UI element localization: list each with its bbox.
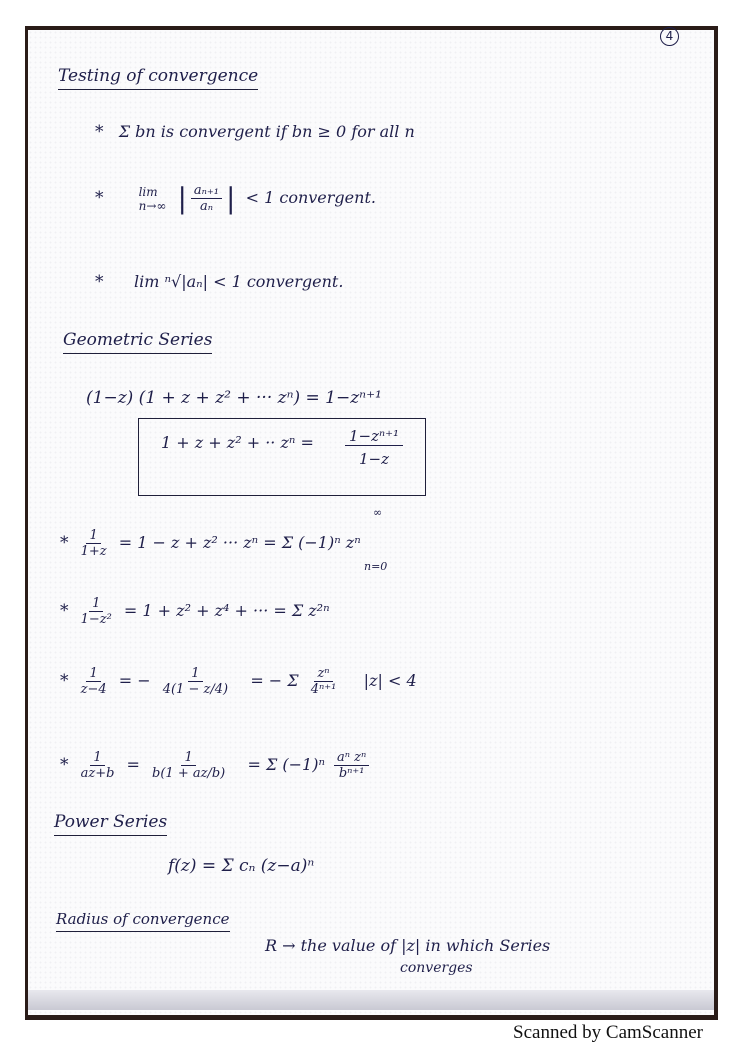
- boxed-den: 1−z: [359, 450, 390, 468]
- radius-definition-line1: R → the value of |z| in which Series: [265, 936, 551, 955]
- equals: =: [126, 755, 140, 774]
- geometric-identity: (1−z) (1 + z + z² + ··· zⁿ) = 1−zⁿ⁺¹: [86, 388, 382, 408]
- ratio-fraction: [191, 183, 222, 214]
- heading-testing-of-convergence: Testing of convergence: [58, 66, 258, 90]
- boxed-num: 1−zⁿ⁺¹: [345, 427, 403, 446]
- fraction-den: 4(1 − z/4): [162, 682, 229, 697]
- root-test-text: lim ⁿ√|aₙ| < 1 convergent.: [134, 272, 344, 291]
- fraction: [78, 666, 110, 697]
- equals: = −: [118, 671, 151, 690]
- page-edge: [28, 990, 714, 1010]
- fraction-den: b(1 + az/b): [152, 766, 226, 781]
- bullet-asterisk: *: [95, 122, 104, 142]
- fraction-den: 1+z: [80, 544, 107, 559]
- ratio-test-line: * lim n→∞ | $\frac{\text{aₙ₊₁}}{\text{aₙ}}$ | < 1 convergent.: [95, 182, 376, 215]
- fraction-num: 1: [89, 596, 103, 612]
- fraction-den: bⁿ⁺¹: [338, 766, 365, 781]
- page-number: 4: [660, 27, 679, 46]
- fraction-num: aⁿ zⁿ: [334, 750, 369, 766]
- fraction-den: 4ⁿ⁺¹: [310, 682, 337, 697]
- lim-text: lim: [138, 184, 158, 199]
- lim-sub: n→∞: [138, 198, 167, 213]
- fraction: [334, 750, 369, 781]
- fraction: [78, 596, 115, 627]
- root-test-line: [95, 272, 343, 292]
- fraction-den: z−4: [80, 682, 107, 697]
- fraction: [78, 528, 110, 559]
- fraction-num: 1: [90, 750, 104, 766]
- boxed-lhs: 1 + z + z² + ·· zⁿ =: [161, 433, 314, 452]
- bullet-asterisk: *: [95, 272, 104, 292]
- notebook-page: [28, 30, 714, 1015]
- fraction-num: zⁿ: [314, 666, 332, 682]
- boxed-fraction: [345, 427, 403, 468]
- radius-definition-line2: converges: [400, 960, 473, 976]
- heading-power-series: Power Series: [54, 812, 167, 836]
- series-expansion: = 1 + z² + z⁴ + ··· = Σ z²ⁿ: [123, 601, 330, 620]
- ratio-condition: < 1 convergent.: [245, 188, 376, 207]
- fraction: [160, 666, 231, 697]
- equals-sum: = − Σ: [250, 671, 299, 690]
- fraction: [149, 750, 228, 781]
- power-series-formula: f(z) = Σ cₙ (z−a)ⁿ: [168, 856, 315, 876]
- sum-lower-limit: n=0: [364, 560, 388, 573]
- fraction-num: 1: [86, 666, 100, 682]
- bullet-asterisk: *: [60, 601, 69, 621]
- fraction-den: az+b: [80, 766, 115, 781]
- bullet-asterisk: *: [60, 533, 69, 553]
- note-text: Σ bn is convergent if bn ≥ 0 for all n: [118, 122, 415, 141]
- fraction-num: 1: [188, 666, 202, 682]
- bullet-asterisk: *: [95, 188, 104, 208]
- equals-sum: = Σ (−1)ⁿ: [247, 755, 325, 774]
- series-1-over-1-plus-z: [60, 528, 361, 559]
- heading-radius-of-convergence: Radius of convergence: [56, 910, 230, 932]
- fraction: [78, 750, 118, 781]
- fraction-num: 1: [181, 750, 195, 766]
- fraction-num: 1: [86, 528, 100, 544]
- fraction-den: 1−z²: [80, 612, 112, 627]
- bullet-asterisk: *: [60, 755, 69, 775]
- series-1-over-z-minus-4: [60, 666, 417, 697]
- heading-geometric-series: Geometric Series: [63, 330, 212, 354]
- series-expansion: = 1 − z + z² ··· zⁿ = Σ (−1)ⁿ zⁿ: [118, 533, 361, 552]
- scanner-watermark: Scanned by CamScanner: [513, 1022, 703, 1043]
- sum-upper-limit: ∞: [373, 506, 383, 519]
- bullet-asterisk: *: [60, 671, 69, 691]
- fraction-den: aₙ: [199, 199, 213, 214]
- series-1-over-1-minus-z2: [60, 596, 330, 627]
- fraction: [308, 666, 340, 697]
- series-1-over-az-plus-b: [60, 750, 373, 781]
- note-line-1: [95, 122, 415, 142]
- limit-label: [139, 185, 167, 213]
- convergence-condition: |z| < 4: [363, 671, 417, 690]
- boxed-formula: [138, 418, 426, 496]
- fraction-num: aₙ₊₁: [191, 183, 222, 199]
